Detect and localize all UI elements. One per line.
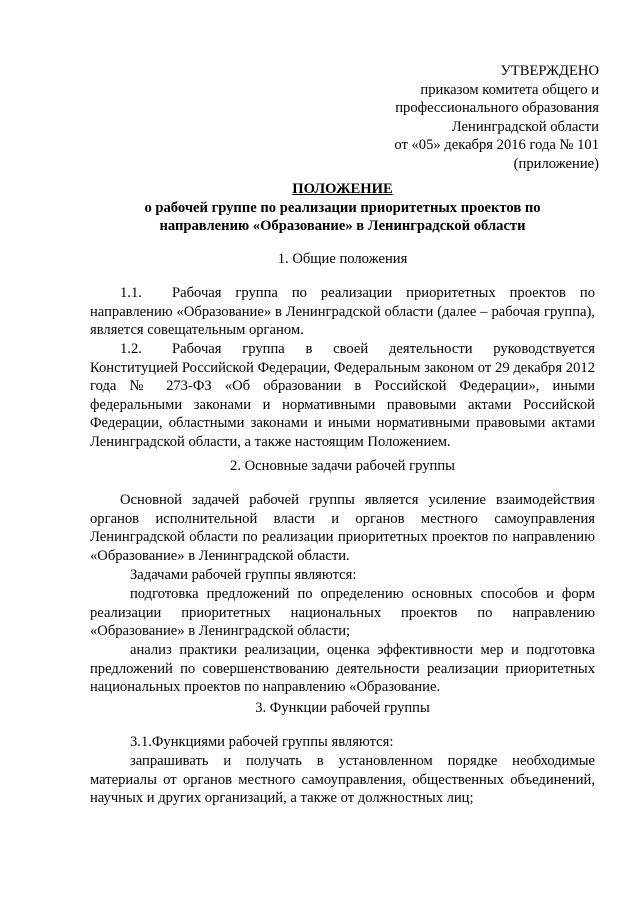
approval-line: профессионального образования [395, 100, 599, 117]
paragraph-text: Рабочая группа по реализации приоритетных проектов по направлению «Образование» в Ленинградской области (далее – рабочая группа), является совещательным органом. [90, 285, 595, 339]
paragraph-number: 1.2. [120, 341, 142, 357]
approval-note: (приложение) [513, 155, 599, 172]
approval-stamp [319, 62, 599, 174]
document-title-main: ПОЛОЖЕНИЕ [292, 181, 393, 197]
paragraph-1-2 [90, 340, 595, 452]
paragraph-2-2: Задачами рабочей группы являются: [130, 567, 357, 583]
paragraph-1-1 [90, 284, 595, 340]
paragraph-3-1: 3.1.Функциями рабочей группы являются: [130, 734, 394, 750]
section-2-heading: 2. Основные задачи рабочей группы [230, 458, 455, 474]
document-title-sub: направлению «Образование» в Ленинградской области [159, 218, 526, 235]
section-1-heading: 1. Общие положения [277, 251, 408, 267]
approval-line: Ленинградской области [451, 118, 599, 135]
approval-title: УТВЕРЖДЕНО [500, 63, 599, 79]
document-title-sub: о рабочей группе по реализации приоритетных проектов по [144, 199, 541, 216]
paragraph-2-4: анализ практики реализации, оценка эффективности мер и подготовка предложений по совершенствованию деятельности реализации приоритетных национальных проектов по направлению «Образование. [90, 642, 595, 696]
paragraph-3-1-item: запрашивать и получать в установленном порядке необходимые материалы от органов местного самоуправления, общественных объединений, научных и других организаций, а также от должностных лиц; [90, 753, 595, 807]
paragraph-text: Рабочая группа в своей деятельности руководствуется Конституцией Российской Федерации, Федеральным законом от 29 декабря 2012 года № 273-ФЗ «Об образовании в Российской Федерации», иными федеральными законами и нормативными правовыми актами Российской Федерации, областными законами и иными нормативными правовыми актами Ленинградской области, а также настоящим Положением. [90, 341, 595, 450]
section-3-heading: 3. Функции рабочей группы [255, 700, 430, 716]
paragraph-number: 1.1. [120, 285, 142, 301]
approval-date: от «05» декабря 2016 года № 101 [394, 137, 599, 154]
paragraph-2-1: Основной задачей рабочей группы является усиление взаимодействия органов исполнительной власти и органов местного самоуправления Ленинградской области по реализации приоритетных проектов по направлению «Образование» в Ленинградской области. [90, 492, 595, 564]
approval-line: приказом комитета общего и [420, 81, 599, 98]
paragraph-2-3: подготовка предложений по определению основных способов и форм реализации приоритетных национальных проектов по направлению «Образование» в Ленинградской области; [90, 586, 595, 640]
document-title [90, 180, 595, 236]
